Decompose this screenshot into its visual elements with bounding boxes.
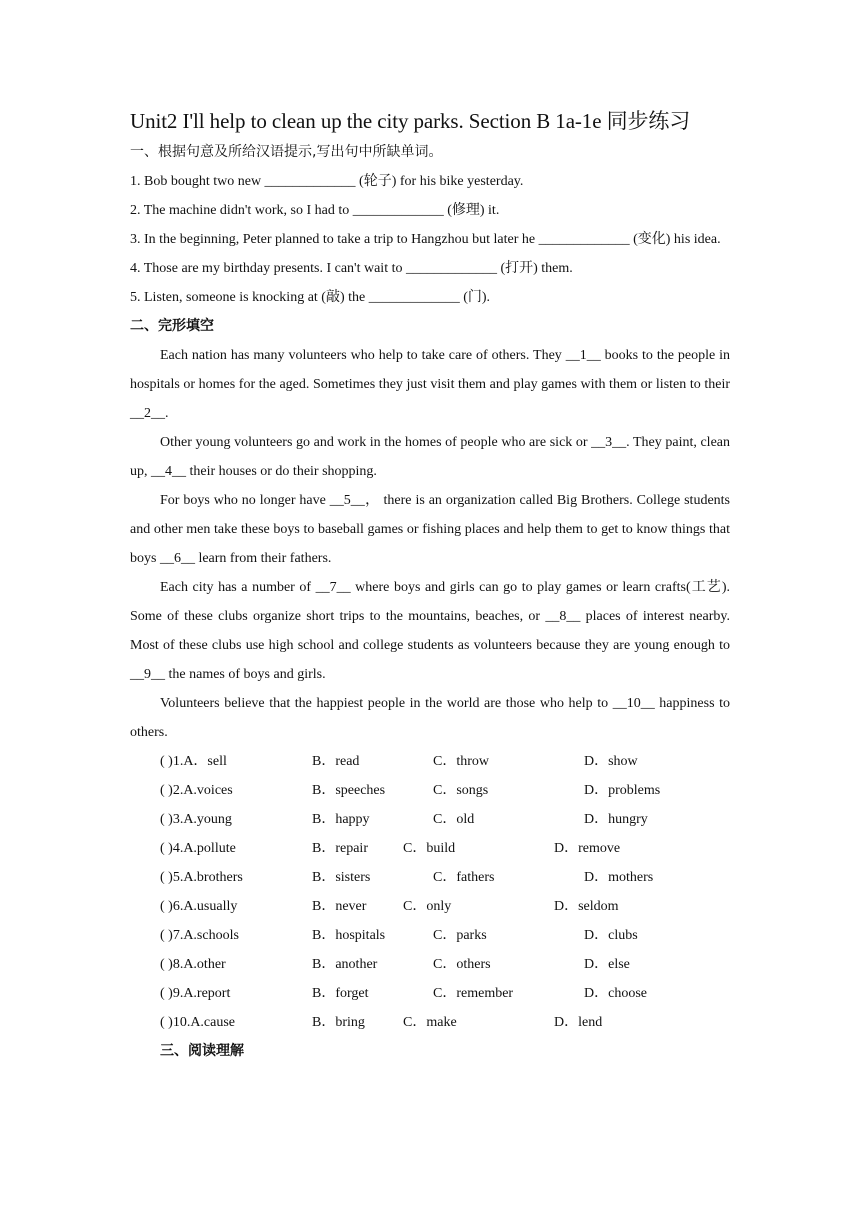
question-1: 1. Bob bought two new _____________ (轮子) for his bike yesterday.: [130, 174, 524, 189]
option-c: C．remember: [433, 986, 514, 1001]
option-number: ( )1.A．sell: [160, 754, 227, 769]
option-b: B．hospitals: [312, 928, 386, 943]
option-c: C．fathers: [433, 870, 495, 885]
option-d: D．mothers: [584, 870, 654, 885]
option-c: C．others: [433, 957, 491, 972]
cloze-paragraph-4: Each city has a number of __7__ where boys and girls can go to play games or learn crafts(工艺). Some of these clubs organize short trips to the mountains, beaches, or __8__ places of interest nearby. Most of these clubs use high school and college students as volunteers because they are young enough to __9__ the names of boys and girls.: [130, 580, 730, 682]
option-number: ( )10.A.cause: [160, 1015, 236, 1030]
option-row: [130, 979, 730, 1008]
option-number: ( )4.A.pollute: [160, 841, 236, 856]
option-c: C．build: [403, 841, 456, 856]
option-row: [130, 863, 730, 892]
question-5: 5. Listen, someone is knocking at (敲) the _____________ (门).: [130, 290, 491, 305]
worksheet-page: [130, 104, 730, 1066]
option-c: C．songs: [433, 783, 489, 798]
option-number: ( )5.A.brothers: [160, 870, 243, 885]
option-b: B．speeches: [312, 783, 386, 798]
option-d: D．lend: [554, 1015, 603, 1030]
section2-heading: 二、完形填空: [130, 318, 214, 334]
option-b: B．read: [312, 754, 360, 769]
option-b: B．sisters: [312, 870, 371, 885]
question-2: 2. The machine didn't work, so I had to _____________ (修理) it.: [130, 203, 500, 218]
section1-heading: 一、根据句意及所给汉语提示,写出句中所缺单词。: [130, 144, 443, 160]
option-number: ( )3.A.young: [160, 812, 232, 827]
cloze-options: [130, 747, 730, 1037]
section3-heading: 三、阅读理解: [160, 1043, 244, 1059]
option-d: D．else: [584, 957, 630, 972]
option-b: B．forget: [312, 986, 369, 1001]
question-3: 3. In the beginning, Peter planned to take a trip to Hangzhou but later he _____________ (变化) his idea.: [130, 232, 721, 247]
option-b: B．repair: [312, 841, 368, 856]
cloze-paragraph-3: For boys who no longer have __5__， there is an organization called Big Brothers. College students and other men take these boys to baseball games or fishing places and help them to get to know things that boys __6__ learn from their fathers.: [130, 493, 730, 566]
option-c: C．throw: [433, 754, 489, 769]
option-row: [130, 834, 730, 863]
option-number: ( )2.A.voices: [160, 783, 233, 798]
option-d: D．clubs: [584, 928, 638, 943]
option-c: C．parks: [433, 928, 487, 943]
option-number: ( )6.A.usually: [160, 899, 238, 914]
option-d: D．problems: [584, 783, 661, 798]
option-row: [130, 776, 730, 805]
option-d: D．remove: [554, 841, 621, 856]
option-row: [130, 747, 730, 776]
option-row: [130, 892, 730, 921]
option-b: B．another: [312, 957, 378, 972]
option-number: ( )9.A.report: [160, 986, 231, 1001]
option-b: B．never: [312, 899, 367, 914]
option-c: C．only: [403, 899, 452, 914]
option-d: D．show: [584, 754, 638, 769]
cloze-paragraph-1: Each nation has many volunteers who help to take care of others. They __1__ books to the people in hospitals or homes for the aged. Sometimes they just visit them and play games with them or listen to their __2__.: [130, 348, 730, 421]
option-c: C．make: [403, 1015, 457, 1030]
page-title: Unit2 I'll help to clean up the city parks. Section B 1a-1e 同步练习: [130, 109, 691, 133]
option-number: ( )7.A.schools: [160, 928, 239, 943]
option-d: D．hungry: [584, 812, 648, 827]
option-row: [130, 921, 730, 950]
option-c: C．old: [433, 812, 475, 827]
option-row: [130, 950, 730, 979]
question-4: 4. Those are my birthday presents. I can't wait to _____________ (打开) them.: [130, 261, 573, 276]
cloze-paragraph-2: Other young volunteers go and work in the homes of people who are sick or __3__. They paint, clean up, __4__ their houses or do their shopping.: [130, 435, 730, 479]
option-b: B．bring: [312, 1015, 365, 1030]
option-d: D．choose: [584, 986, 647, 1001]
option-row: [130, 1008, 730, 1037]
option-b: B．happy: [312, 812, 370, 827]
option-row: [130, 805, 730, 834]
cloze-paragraph-5: Volunteers believe that the happiest people in the world are those who help to __10__ happiness to others.: [130, 696, 730, 740]
option-d: D．seldom: [554, 899, 619, 914]
option-number: ( )8.A.other: [160, 957, 226, 972]
